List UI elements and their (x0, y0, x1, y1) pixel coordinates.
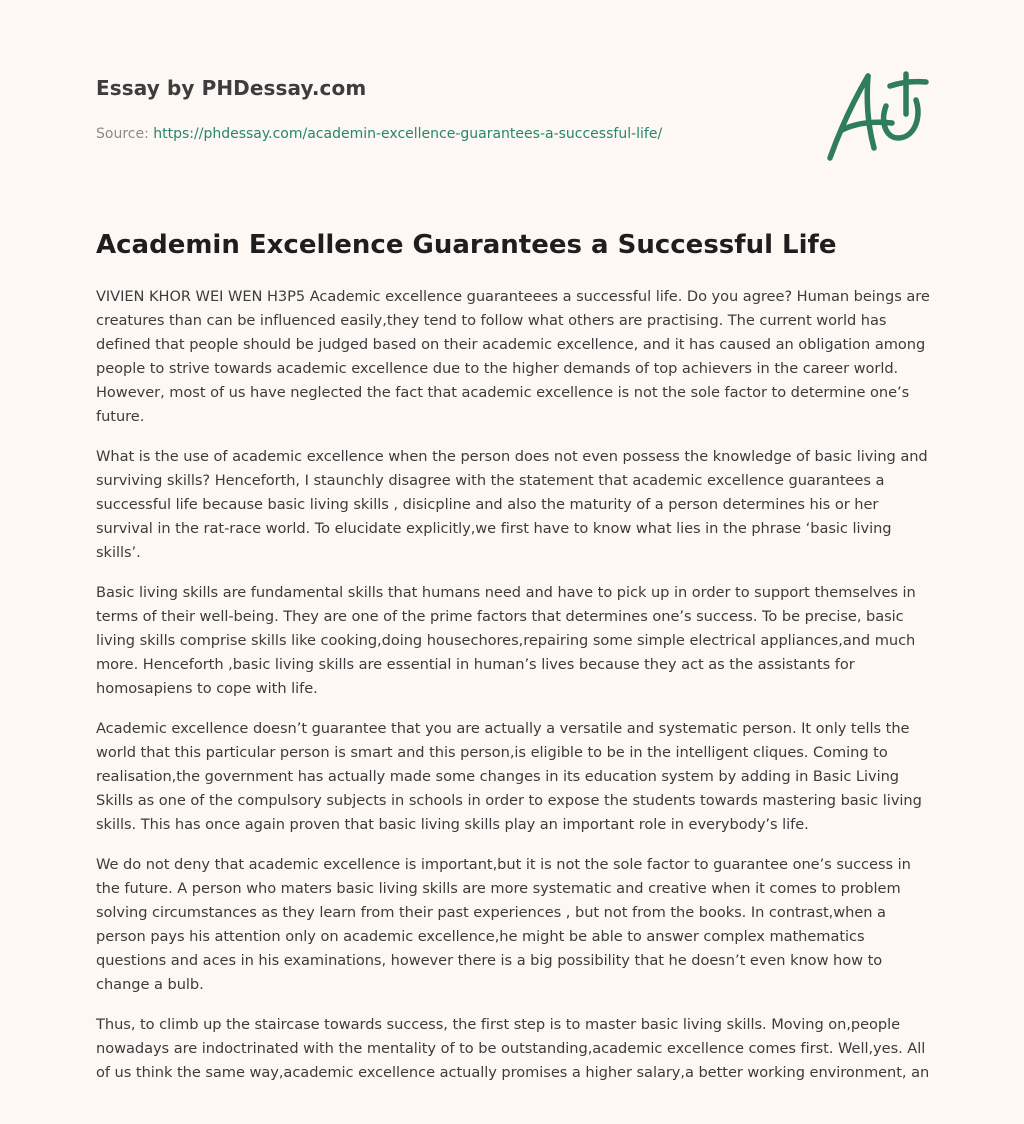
source-label: Source: (96, 126, 154, 142)
site-brand: Essay by PHDessay.com (96, 76, 367, 100)
essay-paragraph: VIVIEN KHOR WEI WEN H3P5 Academic excellence guaranteees a successful life. Do you agree? Human beings are creatures than can be influenced easily,they tend to follow what others are practising. The current world has defined that people should be judged based on their academic excellence, and it has caused an obligation among people to strive towards academic excellence due to the higher demands of top achievers in the career world. However, most of us have neglected the fact that academic excellence is not the sole factor to determine one’s future. (96, 288, 930, 425)
page-header (96, 74, 796, 144)
source-line (96, 124, 796, 144)
essay-paragraph: Thus, to climb up the staircase towards success, the first step is to master basic living skills. Moving on,people nowadays are indoctrinated with the mentality of to be outstanding,academic excellence comes first. Well,yes. All of us think the same way,academic excellence actually promises a higher salary,a better working environment, an (96, 1016, 930, 1081)
essay-paragraph: Basic living skills are fundamental skills that humans need and have to pick up in order to support themselves in terms of their well-being. They are one of the prime factors that determines one’s success. To be precise, basic living skills comprise skills like cooking,doing housechores,repairing some simple electrical appliances,and much more. Henceforth ,basic living skills are essential in human’s lives because they act as the assistants for homosapiens to cope with life. (96, 584, 916, 697)
essay-title: Academin Excellence Guarantees a Successful Life (96, 230, 837, 260)
essay-paragraph: We do not deny that academic excellence is important,but it is not the sole factor to guarantee one’s success in the future. A person who maters basic living skills are more systematic and creative when it comes to problem solving circumstances as they learn from their past experiences , but not from the books. In contrast,when a person pays his attention only on academic excellence,he might be able to answer complex mathematics questions and aces in his examinations, however there is a big possibility that he doesn’t even know how to change a bulb. (96, 856, 911, 993)
essay-body (96, 285, 930, 1101)
essay-paragraph: What is the use of academic excellence when the person does not even possess the knowledge of basic living and surviving skills? Henceforth, I staunchly disagree with the statement that academic excellence guarantees a successful life because basic living skills , disicpline and also the maturity of a person determines his or her survival in the rat-race world. To elucidate explicitly,we first have to know what lies in the phrase ‘basic living skills’. (96, 448, 928, 561)
essay-paragraph: Academic excellence doesn’t guarantee that you are actually a versatile and systematic person. It only tells the world that this particular person is smart and this person,is eligible to be in the intelligent cliques. Coming to realisation,the government has actually made some changes in its education system by adding in Basic Living Skills as one of the compulsory subjects in schools in order to expose the students towards mastering basic living skills. This has once again proven that basic living skills play an important role in everybody’s life. (96, 720, 922, 833)
source-link[interactable]: https://phdessay.com/academin-excellence-guarantees-a-successful-life/ (153, 126, 663, 142)
a-plus-grade-icon (822, 68, 932, 168)
